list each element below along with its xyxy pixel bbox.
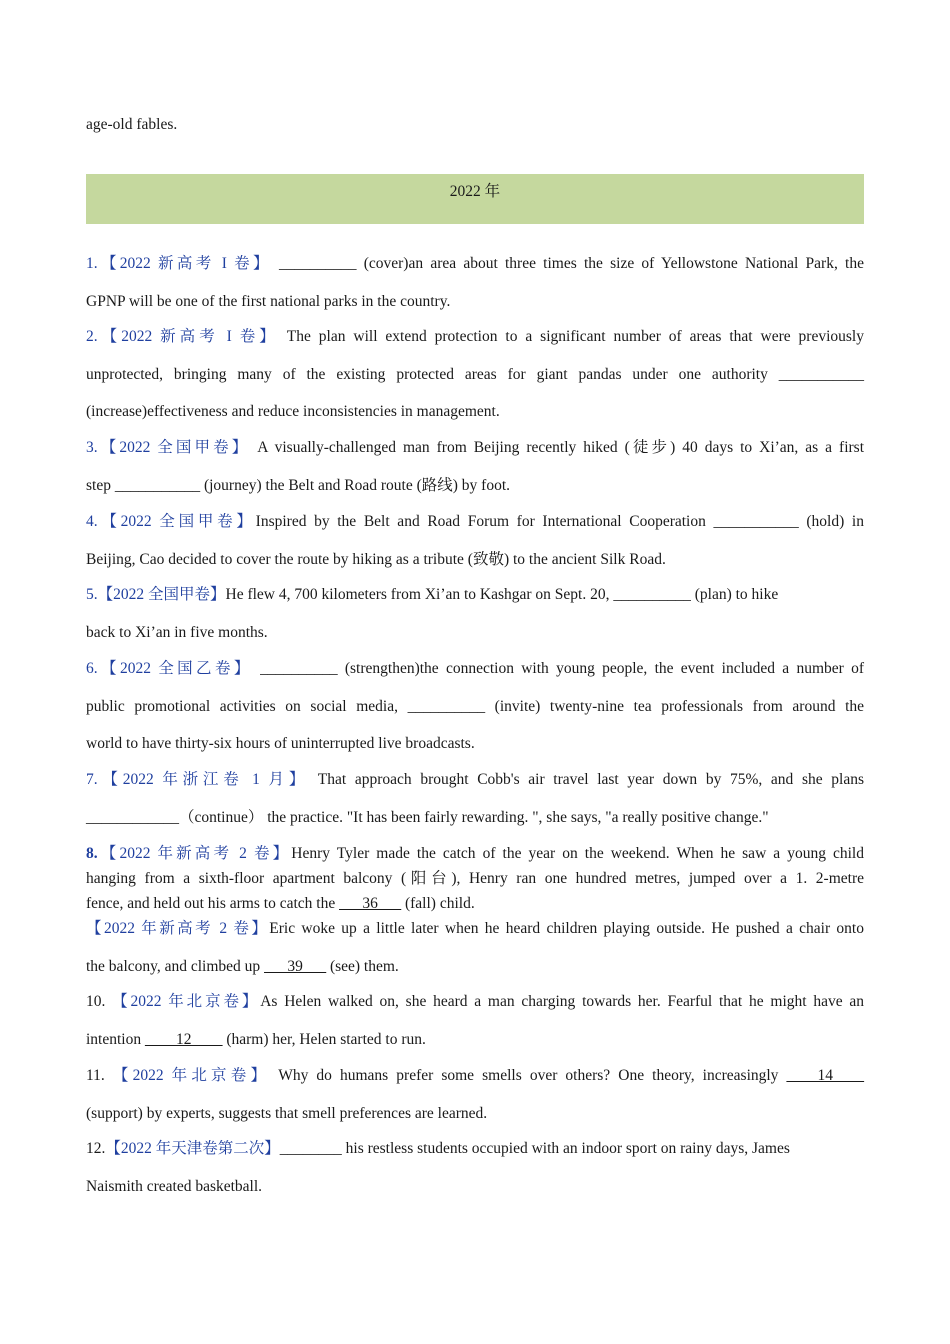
question-text: __________ (cover)an area about three times the size of Yellowstone National Park, the xyxy=(279,255,864,272)
year-label: 2022 年 xyxy=(449,183,501,200)
question-number: 11. xyxy=(86,1067,105,1084)
question-number: 7. xyxy=(86,771,98,788)
question-text: The plan will extend protection to a significant number of areas that were previously xyxy=(286,328,864,345)
question-number: 4. xyxy=(86,513,98,530)
question-12-line-2: Naismith created basketball. xyxy=(86,1177,263,1195)
question-number: 3. xyxy=(86,439,98,456)
answer-blank-12[interactable]: ____12____ xyxy=(144,1030,223,1048)
question-number: 6. xyxy=(86,660,98,677)
question-source: 【2022 新高考 I 卷】 xyxy=(97,328,279,345)
question-number: 2. xyxy=(86,328,98,345)
question-text: ________ his restless students occupied with an indoor sport on rainy days, James xyxy=(279,1140,790,1157)
question-10-line-2 xyxy=(86,1021,864,1059)
question-2 xyxy=(86,318,864,431)
question-text: intention xyxy=(86,1030,142,1048)
question-text: Henry Tyler made the catch of the year on the weekend. When he saw a young child xyxy=(291,845,864,862)
question-text: That approach brought Cobb's air travel last year down by 75%, and she plans xyxy=(317,771,865,788)
question-text: Why do humans prefer some smells over others? One theory, increasingly xyxy=(278,1067,779,1084)
question-3 xyxy=(86,429,864,504)
question-number: 10. xyxy=(86,993,106,1010)
question-text: the balcony, and climbed up xyxy=(86,957,261,975)
question-number: 12. xyxy=(86,1140,106,1157)
answer-blank-39[interactable]: ___39___ xyxy=(264,957,327,975)
question-source: 【2022 年天津卷第二次】 xyxy=(105,1140,280,1157)
question-number: 1. xyxy=(86,255,98,272)
question-text: (see) them. xyxy=(329,957,399,975)
question-5-line-2: back to Xi’an in five months. xyxy=(86,623,268,641)
intro-text: age-old fables. xyxy=(86,116,178,133)
question-source: 【2022 年北京卷】 xyxy=(112,1067,271,1084)
question-text: A visually-challenged man from Beijing recently hiked (徒步) 40 days to Xi’an, as a first xyxy=(257,439,864,456)
question-source: 【2022 全国甲卷】 xyxy=(97,586,226,603)
question-5 xyxy=(86,576,864,651)
question-text: __________ (strengthen)the connection with young people, the event included a number of xyxy=(260,660,865,677)
question-1-line-2: GPNP will be one of the first national parks in the country. xyxy=(86,292,451,310)
question-source: 【2022 年浙江卷 1 月】 xyxy=(97,771,310,788)
year-section-header xyxy=(86,174,864,224)
question-source: 【2022 年新高考 2 卷】 xyxy=(86,920,270,937)
question-text: (fall) child. xyxy=(404,895,475,912)
question-text: (harm) her, Helen started to run. xyxy=(226,1030,426,1048)
question-8-line-5 xyxy=(86,948,864,986)
question-11 xyxy=(86,1057,864,1132)
question-6-line-1 xyxy=(86,650,864,688)
question-source: 【2022 年新高考 2 卷】 xyxy=(97,845,292,862)
question-5-line-1 xyxy=(86,576,864,614)
question-2-line-1 xyxy=(86,318,864,356)
question-text: Inspired by the Belt and Road Forum for International Cooperation ___________ (hold) in xyxy=(255,513,864,530)
question-number: 8. xyxy=(86,845,98,862)
question-12-line-1 xyxy=(86,1130,864,1168)
question-8-part-2 xyxy=(86,910,864,985)
question-6-line-2: public promotional activities on social media, __________ (invite) twenty-nine tea professionals from around the xyxy=(86,697,864,715)
question-6 xyxy=(86,650,864,763)
question-2-line-2: unprotected, bringing many of the existing protected areas for giant pandas under one authority ___________ xyxy=(86,365,864,383)
question-8-line-4 xyxy=(86,910,864,948)
question-6-line-3: world to have thirty-six hours of uninterrupted live broadcasts. xyxy=(86,735,475,752)
question-7-line-2: ____________（continue） the practice. "It has been fairly rewarding. ", she says, "a really positive change." xyxy=(86,808,769,826)
question-11-line-2: (support) by experts, suggests that smell preferences are learned. xyxy=(86,1104,488,1122)
question-11-line-1 xyxy=(86,1057,864,1095)
question-2-line-3: (increase)effectiveness and reduce inconsistencies in management. xyxy=(86,403,500,420)
question-7 xyxy=(86,761,864,836)
question-3-line-1 xyxy=(86,429,864,467)
question-source: 【2022 全国甲卷】 xyxy=(97,513,256,530)
question-4 xyxy=(86,503,864,578)
question-7-line-1 xyxy=(86,761,864,799)
answer-blank-36[interactable]: ___36___ xyxy=(339,895,402,912)
question-source: 【2022 年北京卷】 xyxy=(112,993,261,1010)
question-1 xyxy=(86,245,864,320)
question-3-line-2: step ___________ (journey) the Belt and Road route (路线) by foot. xyxy=(86,476,511,494)
question-10-line-1 xyxy=(86,983,864,1021)
question-text: fence, and held out his arms to catch the xyxy=(86,895,336,912)
question-1-line-1 xyxy=(86,245,864,283)
question-10 xyxy=(86,983,864,1058)
question-12 xyxy=(86,1130,864,1205)
question-4-line-2: Beijing, Cao decided to cover the route by hiking as a tribute (致敬) to the ancient Silk Road. xyxy=(86,550,666,568)
question-number: 5. xyxy=(86,586,98,603)
question-source: 【2022 全国乙卷】 xyxy=(97,660,253,677)
question-text: Eric woke up a little later when he heard children playing outside. He pushed a chair onto xyxy=(269,920,864,937)
question-source: 【2022 新高考 I 卷】 xyxy=(97,255,272,272)
question-text: He flew 4, 700 kilometers from Xi’an to Kashgar on Sept. 20, __________ (plan) to hike xyxy=(225,586,779,603)
question-8 xyxy=(86,841,864,916)
answer-blank-14[interactable]: ____14____ xyxy=(786,1067,865,1084)
question-4-line-1 xyxy=(86,503,864,541)
question-8-line-1 xyxy=(86,841,864,866)
question-text: As Helen walked on, she heard a man charging towards her. Fearful that he might have an xyxy=(260,993,864,1010)
question-8-line-2: hanging from a sixth-floor apartment balcony (阳台), Henry ran one hundred metres, jumped over a 1. 2-metre xyxy=(86,870,864,887)
question-source: 【2022 全国甲卷】 xyxy=(97,439,251,456)
